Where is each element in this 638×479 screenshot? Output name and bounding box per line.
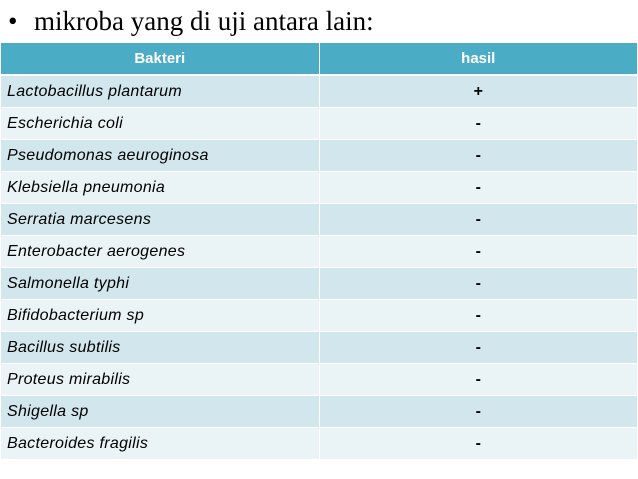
table-row: [1, 204, 637, 236]
table-row: [1, 396, 637, 428]
table-row: [1, 108, 637, 140]
result-cell: -: [319, 268, 637, 300]
result-cell: -: [319, 364, 637, 396]
bacteria-name-cell: Lactobacillus plantarum: [1, 75, 319, 108]
result-cell: -: [319, 300, 637, 332]
bacteria-name-cell: Shigella sp: [1, 396, 319, 428]
bacteria-name-cell: Serratia marcesens: [1, 204, 319, 236]
result-cell: -: [319, 204, 637, 236]
bullet-marker: •: [8, 6, 18, 36]
bacteria-name-cell: Pseudomonas aeuroginosa: [1, 140, 319, 172]
result-cell: -: [319, 332, 637, 364]
column-header-bakteri: Bakteri: [1, 43, 319, 75]
table-header-row: [1, 43, 637, 75]
table-row: [1, 140, 637, 172]
bacteria-name-cell: Proteus mirabilis: [1, 364, 319, 396]
result-cell: -: [319, 172, 637, 204]
table-row: [1, 332, 637, 364]
table-body: [1, 75, 637, 460]
bacteria-name-cell: Bacillus subtilis: [1, 332, 319, 364]
result-cell: -: [319, 236, 637, 268]
table-row: [1, 236, 637, 268]
table-row: [1, 300, 637, 332]
result-cell: -: [319, 428, 637, 460]
bacteria-results-table: [1, 43, 637, 460]
bacteria-name-cell: Escherichia coli: [1, 108, 319, 140]
bacteria-name-cell: Salmonella typhi: [1, 268, 319, 300]
bacteria-name-cell: Bifidobacterium sp: [1, 300, 319, 332]
table-row: [1, 428, 637, 460]
result-cell: +: [319, 75, 637, 108]
table-row: [1, 364, 637, 396]
column-header-hasil: hasil: [319, 43, 637, 75]
result-cell: -: [319, 396, 637, 428]
table-row: [1, 75, 637, 108]
slide-heading: [8, 4, 374, 38]
table-row: [1, 268, 637, 300]
bacteria-name-cell: Klebsiella pneumonia: [1, 172, 319, 204]
bacteria-name-cell: Bacteroides fragilis: [1, 428, 319, 460]
heading-text: mikroba yang di uji antara lain:: [34, 6, 374, 36]
result-cell: -: [319, 140, 637, 172]
bacteria-name-cell: Enterobacter aerogenes: [1, 236, 319, 268]
result-cell: -: [319, 108, 637, 140]
table-row: [1, 172, 637, 204]
